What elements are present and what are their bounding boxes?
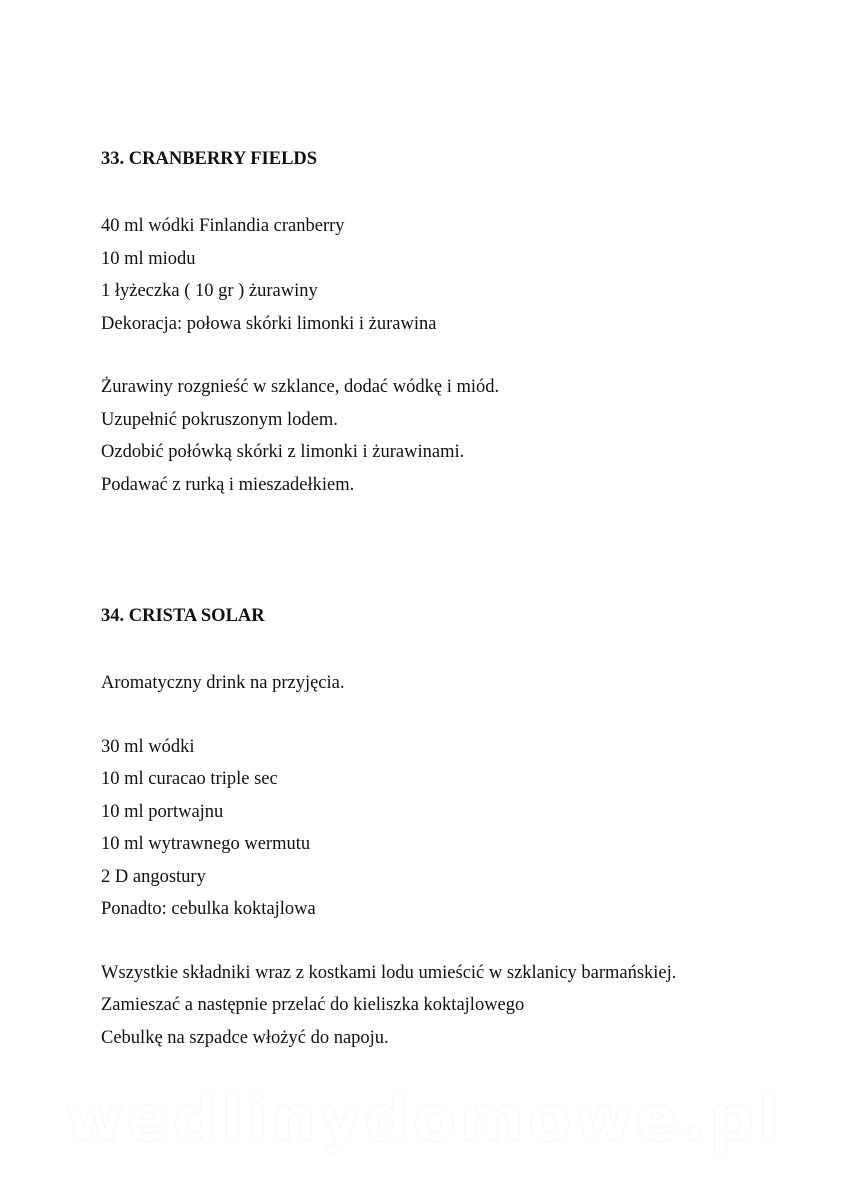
instructions-list (101, 371, 801, 501)
ingredient-item: 10 ml wytrawnego wermutu (101, 834, 311, 854)
ingredient-item: 10 ml miodu (101, 248, 196, 269)
recipe-title: 33. CRANBERRY FIELDS (101, 149, 318, 169)
recipe-title: 34. CRISTA SOLAR (101, 606, 265, 626)
recipe-intro: Aromatyczny drink na przyjęcia. (101, 673, 345, 693)
instruction-line: Uzupełnić pokruszonym lodem. (101, 409, 338, 430)
ingredient-item: Ponadto: cebulka koktajlowa (101, 899, 316, 919)
ingredient-item: 2 D angostury (101, 866, 206, 887)
recipe-cranberry-fields (101, 146, 801, 501)
ingredient-item: Dekoracja: połowa skórki limonki i żurawina (101, 313, 437, 334)
instruction-line: Żurawiny rozgnieść w szklance, dodać wódkę i miód. (101, 377, 500, 397)
ingredient-item: 30 ml wódki (101, 736, 195, 757)
ingredient-item: 10 ml portwajnu (101, 801, 224, 822)
ingredients-list (101, 731, 801, 926)
instruction-line: Podawać z rurką i mieszadełkiem. (101, 474, 355, 495)
recipe-crista-solar (101, 603, 801, 1054)
ingredient-item: 10 ml curacao triple sec (101, 769, 278, 789)
instructions-list (101, 957, 801, 1055)
instruction-line: Ozdobić połówką skórki z limonki i żurawinami. (101, 442, 465, 462)
instruction-line: Cebulkę na szpadce włożyć do napoju. (101, 1027, 389, 1048)
ingredient-item: 1 łyżeczka ( 10 gr ) żurawiny (101, 281, 318, 301)
instruction-line: Zamieszać a następnie przelać do kieliszka koktajlowego (101, 995, 525, 1015)
watermark: wedlinydomowe.pl (65, 1082, 784, 1155)
ingredients-list (101, 210, 801, 340)
ingredient-item: 40 ml wódki Finlandia cranberry (101, 216, 345, 236)
instruction-line: Wszystkie składniki wraz z kostkami lodu umieścić w szklanicy barmańskiej. (101, 962, 677, 983)
